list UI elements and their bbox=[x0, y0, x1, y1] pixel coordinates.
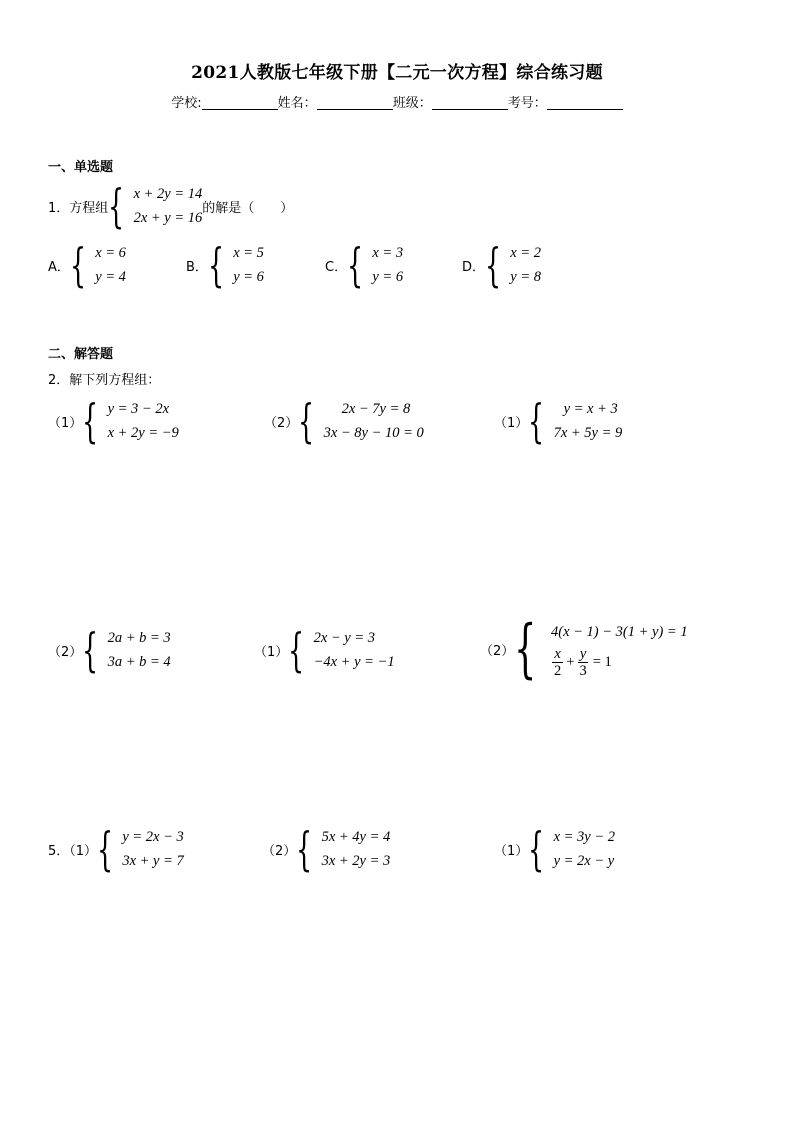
problem-row2-1 bbox=[48, 623, 171, 677]
fraction-x-over-2: $\frac{x}{2}$ bbox=[554, 645, 562, 679]
equation: 2x − 7y = 8 bbox=[341, 401, 411, 417]
fraction-y-over-3: $\frac{y}{3}$ bbox=[579, 645, 587, 679]
problem-row3-1 bbox=[48, 822, 184, 876]
problem-label: （2） bbox=[262, 843, 297, 859]
problem-label: （1） bbox=[494, 843, 529, 859]
equation: x = 3y − 2 bbox=[553, 829, 616, 845]
question-2-text: 2．解下列方程组： bbox=[48, 373, 161, 388]
equation: x = 6 bbox=[95, 245, 126, 261]
brace-glyph: { bbox=[528, 394, 545, 448]
question-1-number: 1． bbox=[48, 200, 70, 216]
problem-row2-3 bbox=[480, 612, 688, 686]
brace-glyph: { bbox=[347, 238, 364, 292]
equation: −4x + y = −1 bbox=[313, 654, 395, 670]
brace-glyph: { bbox=[528, 822, 545, 876]
option-a-label: A． bbox=[48, 259, 70, 275]
equation: x + 2y = 14 bbox=[133, 186, 203, 202]
equation: y = 2x − y bbox=[553, 853, 615, 869]
brace-glyph: { bbox=[69, 238, 87, 292]
option-d-label: D． bbox=[462, 259, 486, 275]
problem-label: 5．（1） bbox=[48, 843, 98, 859]
brace-glyph: { bbox=[296, 822, 313, 876]
page-title: 2021人教版七年级下册【二元一次方程】综合练习题 bbox=[191, 63, 603, 83]
equation: 5x + 4y = 4 bbox=[321, 829, 391, 845]
problem-label: （2） bbox=[48, 644, 83, 660]
question-1-suffix: 的解是（ ） bbox=[202, 200, 294, 216]
equation: y = x + 3 bbox=[563, 401, 618, 417]
option-c-label: C． bbox=[325, 259, 348, 275]
brace-glyph: { bbox=[82, 394, 99, 448]
exam-no-label: 考号： bbox=[507, 96, 547, 111]
school-label: 学校: bbox=[171, 96, 202, 111]
class-label: 班级： bbox=[392, 96, 432, 111]
equation: 3a + b = 4 bbox=[107, 654, 171, 670]
problem-label: （1） bbox=[254, 644, 289, 660]
equation: y = 6 bbox=[233, 269, 264, 285]
school-blank[interactable] bbox=[202, 95, 278, 110]
equation: 3x + 2y = 3 bbox=[321, 853, 391, 869]
equation: y = 3 − 2x bbox=[107, 401, 170, 417]
fraction-equation: $\frac{x}{2}$ + $\frac{y}{3}$ = 1 bbox=[554, 645, 612, 679]
brace-glyph: { bbox=[298, 394, 315, 448]
problem-row1-3 bbox=[494, 394, 623, 448]
equation: y = 2x − 3 bbox=[122, 829, 184, 845]
equation: 2a + b = 3 bbox=[107, 630, 171, 646]
brace-glyph: { bbox=[514, 612, 537, 686]
brace-glyph: { bbox=[485, 238, 502, 292]
problem-row1-2 bbox=[264, 394, 424, 448]
name-blank[interactable] bbox=[317, 95, 393, 110]
class-blank[interactable] bbox=[432, 95, 508, 110]
question-1 bbox=[48, 179, 294, 233]
equation: x + 2y = −9 bbox=[107, 425, 179, 441]
brace-glyph: { bbox=[288, 623, 305, 677]
problem-label: （1） bbox=[48, 415, 83, 431]
option-d[interactable] bbox=[462, 238, 542, 292]
student-info-line bbox=[0, 92, 794, 111]
option-b[interactable] bbox=[186, 238, 264, 292]
equation: 3x + y = 7 bbox=[122, 853, 184, 869]
problem-row2-2 bbox=[254, 623, 395, 677]
question-1-prefix: 方程组 bbox=[69, 200, 109, 216]
problem-label: （2） bbox=[264, 415, 299, 431]
equation: y = 8 bbox=[510, 269, 542, 285]
brace-glyph: { bbox=[207, 238, 225, 292]
equation: 7x + 5y = 9 bbox=[553, 425, 623, 441]
equation: x = 5 bbox=[233, 245, 264, 261]
problem-row1-1 bbox=[48, 394, 179, 448]
brace-glyph: { bbox=[97, 822, 114, 876]
option-a[interactable] bbox=[48, 238, 126, 292]
section-heading-solve: 二、解答题 bbox=[48, 347, 114, 362]
equation: 2x − y = 3 bbox=[313, 630, 376, 646]
equation: y = 4 bbox=[95, 269, 126, 285]
equation: y = 6 bbox=[372, 269, 404, 285]
brace-glyph: { bbox=[108, 179, 125, 233]
equation: x = 2 bbox=[510, 245, 542, 261]
exam-no-blank[interactable] bbox=[547, 95, 623, 110]
problem-row3-2 bbox=[262, 822, 391, 876]
problem-row3-3 bbox=[494, 822, 616, 876]
equation: x = 3 bbox=[372, 245, 404, 261]
name-label: 姓名： bbox=[277, 96, 317, 111]
equation: 2x + y = 16 bbox=[133, 210, 203, 226]
question-1-system bbox=[108, 179, 203, 233]
equation: 4(x − 1) − 3(1 + y) = 1 bbox=[551, 623, 688, 640]
section-heading-single-choice: 一、单选题 bbox=[48, 160, 114, 175]
problem-label: （2） bbox=[480, 643, 515, 659]
option-c[interactable] bbox=[325, 238, 404, 292]
option-b-label: B． bbox=[186, 259, 208, 275]
equation: 3x − 8y − 10 = 0 bbox=[323, 425, 424, 441]
brace-glyph: { bbox=[82, 623, 99, 677]
problem-label: （1） bbox=[494, 415, 529, 431]
